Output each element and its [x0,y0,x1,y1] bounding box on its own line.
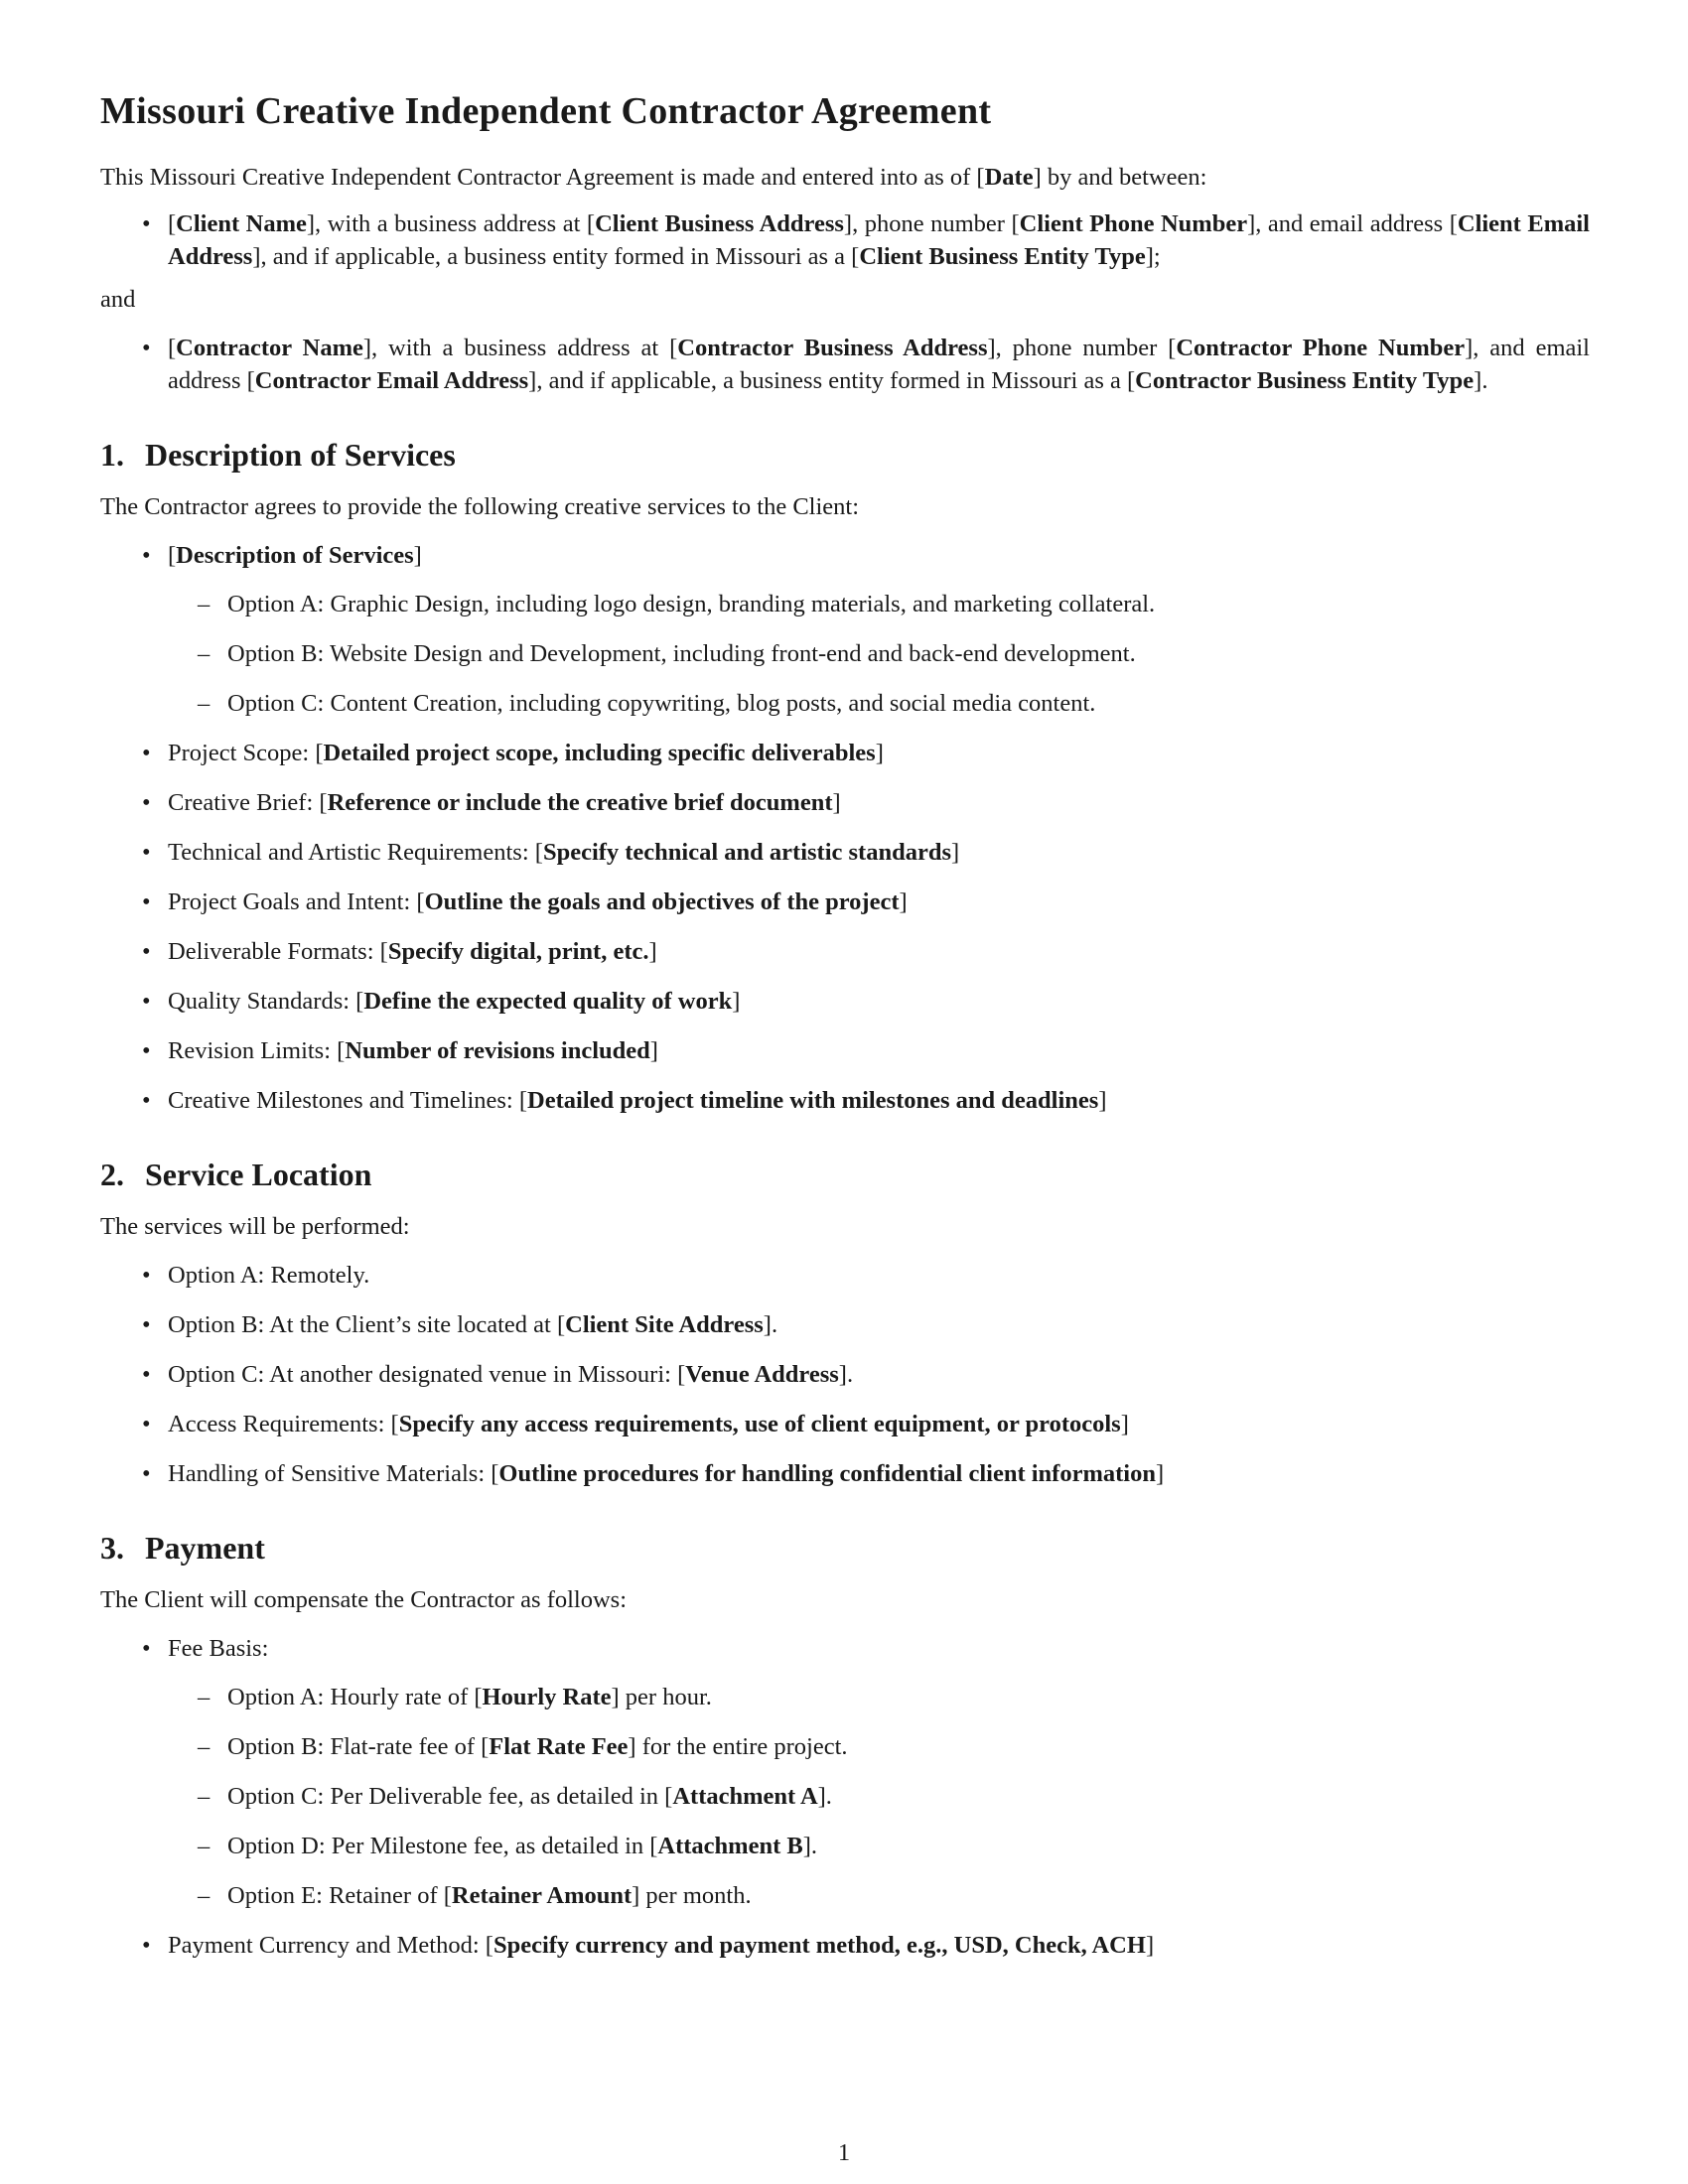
service-option: – Option C: Content Creation, including copywriting, blog posts, and social media content. [168,687,1590,720]
services-list [100,539,1590,1117]
list-item: • Option A: Remotely. [100,1259,1590,1292]
list-item: • Handling of Sensitive Materials: [Outline procedures for handling confidential client information] [100,1457,1590,1490]
bullet-icon: • [142,1262,151,1289]
dash-icon: – [198,1783,211,1810]
page-number: 1 [837,2139,851,2166]
client-phone: Client Phone Number [1019,210,1248,237]
bullet-icon: • [142,1361,151,1388]
section-1-heading: 1. Description of Services [100,437,456,473]
date-placeholder: Date [984,164,1034,191]
bullet-icon: • [142,1635,151,1662]
service-option: – Option A: Graphic Design, including logo design, branding materials, and marketing collateral. [168,588,1590,620]
section-2-intro: The services will be performed: [100,1213,410,1240]
section-3-intro: The Client will compensate the Contractor as follows: [100,1586,628,1613]
list-item: • Creative Brief: [Reference or include the creative brief document] [100,786,1590,819]
contractor-email: Contractor Email Address [254,367,529,394]
fee-option: – Option E: Retainer of [Retainer Amount] per month. [168,1879,1590,1912]
list-item: • Project Goals and Intent: [Outline the goals and objectives of the project] [100,886,1590,918]
document-page [100,87,1590,1979]
contractor-party-list [100,332,1590,397]
document-title: Missouri Creative Independent Contractor Agreement [100,90,992,132]
contractor-name: Contractor Name [176,335,363,361]
fee-option: – Option A: Hourly rate of [Hourly Rate] per hour. [168,1681,1590,1713]
contractor-party: • [Contractor Name], with a business address at [Contractor Business Address], phone number [Contractor Phone Number], and email address [Contractor Email Address], and if applicable, a business entity formed in Missouri as a [Contractor Business Entity Type]. [100,332,1590,397]
service-option: – Option B: Website Design and Development, including front-end and back-end development. [168,637,1590,670]
client-entity: Client Business Entity Type [859,243,1146,270]
dash-icon: – [198,1882,211,1909]
section-2-heading: 2. Service Location [100,1157,372,1192]
list-item: • Option C: At another designated venue in Missouri: [Venue Address]. [100,1358,1590,1391]
client-party-list [100,207,1590,273]
bullet-icon: • [142,740,151,766]
list-item: • Revision Limits: [Number of revisions included] [100,1034,1590,1067]
client-party: • [Client Name], with a business address at [Client Business Address], phone number [Client Phone Number], and email address [Client Email Address], and if applicable, a business entity formed in Missouri as a [Client Business Entity Type]; [100,207,1590,273]
bullet-icon: • [142,1411,151,1437]
bullet-icon: • [142,839,151,866]
bullet-icon: • [142,335,151,361]
bullet-icon: • [142,789,151,816]
contractor-entity: Contractor Business Entity Type [1135,367,1475,394]
fee-option: – Option D: Per Milestone fee, as detailed in [Attachment B]. [168,1830,1590,1862]
bullet-icon: • [142,1460,151,1487]
list-item: • Payment Currency and Method: [Specify currency and payment method, e.g., USD, Check, ACH] [100,1929,1590,1962]
list-item: • Technical and Artistic Requirements: [Specify technical and artistic standards] [100,836,1590,869]
list-item: • Fee Basis: – Option A: Hourly rate of [Hourly Rate] per hour. – Option B: Flat-rate fee of [Flat Rate Fee] for the entire project. – Option C: Per Deliverable fee, as detailed in [Attachment A]. – Option D: Per Milestone fee, as detailed in [Attachment B]. – Option E: Retainer of [Retainer Amount] per month. [100,1632,1590,1912]
dash-icon: – [198,1684,211,1710]
fee-option: – Option B: Flat-rate fee of [Flat Rate Fee] for the entire project. [168,1730,1590,1763]
fee-options-list [168,1681,1590,1912]
list-item: • Creative Milestones and Timelines: [Detailed project timeline with milestones and deadlines] [100,1084,1590,1117]
list-item: • Access Requirements: [Specify any access requirements, use of client equipment, or protocols] [100,1408,1590,1440]
section-3-heading: 3. Payment [100,1530,265,1566]
dash-icon: – [198,640,211,667]
fee-option: – Option C: Per Deliverable fee, as detailed in [Attachment A]. [168,1780,1590,1813]
list-item: • Deliverable Formats: [Specify digital, print, etc.] [100,935,1590,968]
bullet-icon: • [142,542,151,569]
bullet-icon: • [142,988,151,1015]
dash-icon: – [198,1833,211,1859]
client-name: Client Name [176,210,307,237]
bullet-icon: • [142,1311,151,1338]
list-item: • Option B: At the Client’s site located at [Client Site Address]. [100,1308,1590,1341]
list-item: • Quality Standards: [Define the expected quality of work] [100,985,1590,1018]
bullet-icon: • [142,1087,151,1114]
client-email: Client Email Address [168,210,1590,270]
payment-list [100,1632,1590,1962]
bullet-icon: • [142,888,151,915]
contractor-address: Contractor Business Address [677,335,988,361]
service-options-list [168,588,1590,720]
section-1-intro: The Contractor agrees to provide the following creative services to the Client: [100,493,860,520]
contractor-phone: Contractor Phone Number [1176,335,1466,361]
services-placeholder: Description of Services [176,542,414,569]
dash-icon: – [198,690,211,717]
bullet-icon: • [142,1037,151,1064]
intro-paragraph: This Missouri Creative Independent Contractor Agreement is made and entered into as of [Date] by and between: [100,164,1207,191]
location-list [100,1259,1590,1490]
list-item: • Project Scope: [Detailed project scope, including specific deliverables] [100,737,1590,769]
bullet-icon: • [142,938,151,965]
bullet-icon: • [142,210,151,237]
dash-icon: – [198,1733,211,1760]
and-separator: and [100,286,136,313]
bullet-icon: • [142,1932,151,1959]
client-address: Client Business Address [595,210,844,237]
dash-icon: – [198,591,211,617]
list-item: • [Description of Services] – Option A: Graphic Design, including logo design, branding materials, and marketing collateral. – Option B: Website Design and Development, including front-end and back-end development. – Option C: Content Creation, including copywriting, blog posts, and social media content. [100,539,1590,720]
